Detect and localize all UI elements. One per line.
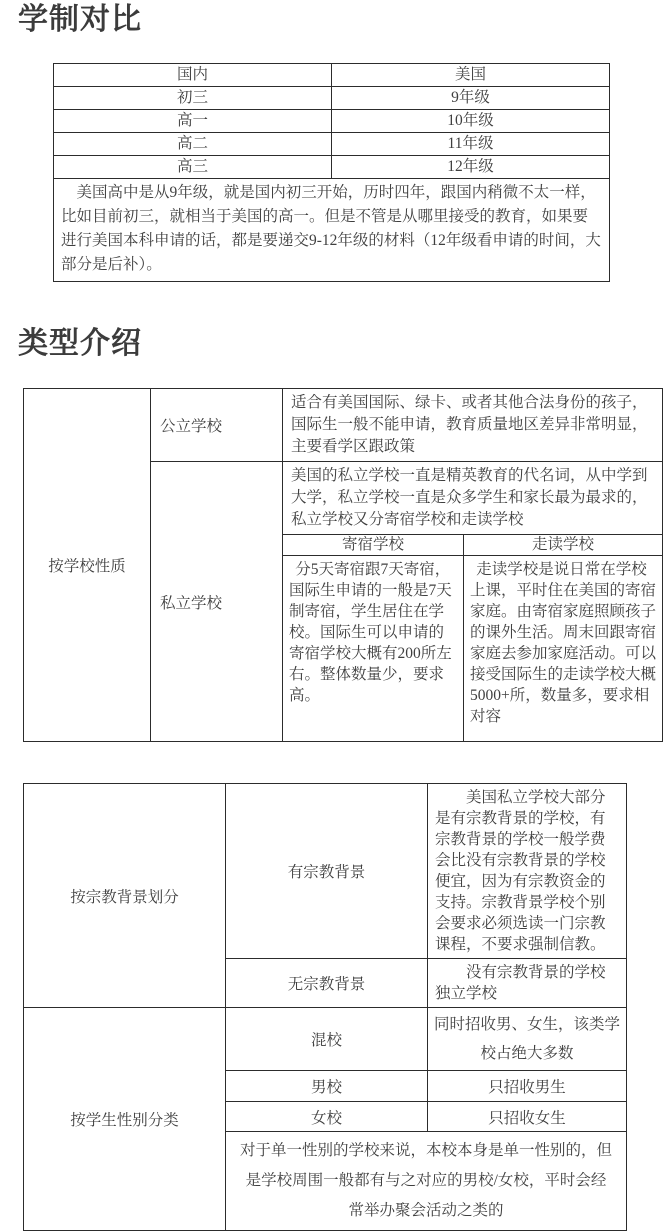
public-school-label: 公立学校 xyxy=(151,389,283,462)
nonreligious-label: 无宗教背景 xyxy=(226,959,428,1008)
header-usa: 美国 xyxy=(332,64,610,87)
table-row xyxy=(54,133,610,156)
table-row xyxy=(54,87,610,110)
religious-desc: 美国私立学校大部分是有宗教背景的学校，有宗教背景的学校一般学费会比没有宗教背景的学校便宜，因为有宗教资金的支持。宗教背景学校个别会要求必须选读一门宗教课程，不要求强制信教。 xyxy=(428,784,627,959)
religious-row xyxy=(24,784,627,959)
day-school-header: 走读学校 xyxy=(464,535,663,556)
grade-usa: 12年级 xyxy=(332,156,610,179)
girls-desc: 只招收女生 xyxy=(428,1102,627,1132)
private-school-desc: 美国的私立学校一直是精英教育的代名词，从中学到大学，私立学校一直是众多学生和家长最为最求的，私立学校又分寄宿学校和走读学校 xyxy=(283,462,663,535)
school-system-note: 美国高中是从9年级，就是国内初三开始，历时四年，跟国内稍微不太一样，比如目前初三，就相当于美国的高一。但是不管是从哪里接受的教育，如果要进行美国本科申请的话，都是要递交9-12年级的材料（12年级看申请的时间，大部分是后补）。 xyxy=(54,179,610,282)
school-nature-table xyxy=(23,388,663,742)
day-school-desc: 走读学校是说日常在学校上课，平时住在美国的寄宿家庭。由寄宿家庭照顾孩子的课外生活。周末回跟寄宿家庭去参加家庭活动。可以接受国际生的走读学校大概5000+所，数量多，要求相对容 xyxy=(464,556,663,742)
page-title-school-system: 学制对比 xyxy=(18,3,142,36)
category-by-gender: 按学生性别分类 xyxy=(24,1008,226,1231)
table-header-row xyxy=(54,64,610,87)
boys-desc: 只招收男生 xyxy=(428,1071,627,1102)
boarding-school-desc: 分5天寄宿跟7天寄宿，国际生申请的一般是7天制寄宿，学生居住在学校。国际生可以申请的寄宿学校大概有200所左右。整体数量少，要求高。 xyxy=(283,556,464,742)
page-title-types: 类型介绍 xyxy=(18,327,142,360)
table-row xyxy=(54,110,610,133)
grade-domestic: 高二 xyxy=(54,133,332,156)
grade-usa: 11年级 xyxy=(332,133,610,156)
table-row xyxy=(54,156,610,179)
table-note-row xyxy=(54,179,610,282)
religious-label: 有宗教背景 xyxy=(226,784,428,959)
public-school-desc: 适合有美国国际、绿卡、或者其他合法身份的孩子，国际生一般不能申请，教育质量地区差异非常明显，主要看学区跟政策 xyxy=(283,389,663,462)
grade-domestic: 高三 xyxy=(54,156,332,179)
gender-note: 对于单一性别的学校来说，本校本身是单一性别的，但是学校周围一般都有与之对应的男校/女校，平时会经常举办聚会活动之类的 xyxy=(226,1132,627,1231)
girls-label: 女校 xyxy=(226,1102,428,1132)
coed-label: 混校 xyxy=(226,1008,428,1071)
coed-row xyxy=(24,1008,627,1071)
grade-usa: 9年级 xyxy=(332,87,610,110)
public-school-row xyxy=(24,389,663,462)
category-by-religion: 按宗教背景划分 xyxy=(24,784,226,1008)
grade-domestic: 高一 xyxy=(54,110,332,133)
school-system-table xyxy=(53,63,610,282)
grade-domestic: 初三 xyxy=(54,87,332,110)
private-school-label: 私立学校 xyxy=(151,462,283,742)
nonreligious-desc: 没有宗教背景的学校独立学校 xyxy=(428,959,627,1008)
boys-label: 男校 xyxy=(226,1071,428,1102)
religion-gender-table xyxy=(23,783,627,1231)
grade-usa: 10年级 xyxy=(332,110,610,133)
coed-desc: 同时招收男、女生，该类学校占绝大多数 xyxy=(428,1008,627,1071)
category-by-nature: 按学校性质 xyxy=(24,389,151,742)
header-domestic: 国内 xyxy=(54,64,332,87)
boarding-school-header: 寄宿学校 xyxy=(283,535,464,556)
